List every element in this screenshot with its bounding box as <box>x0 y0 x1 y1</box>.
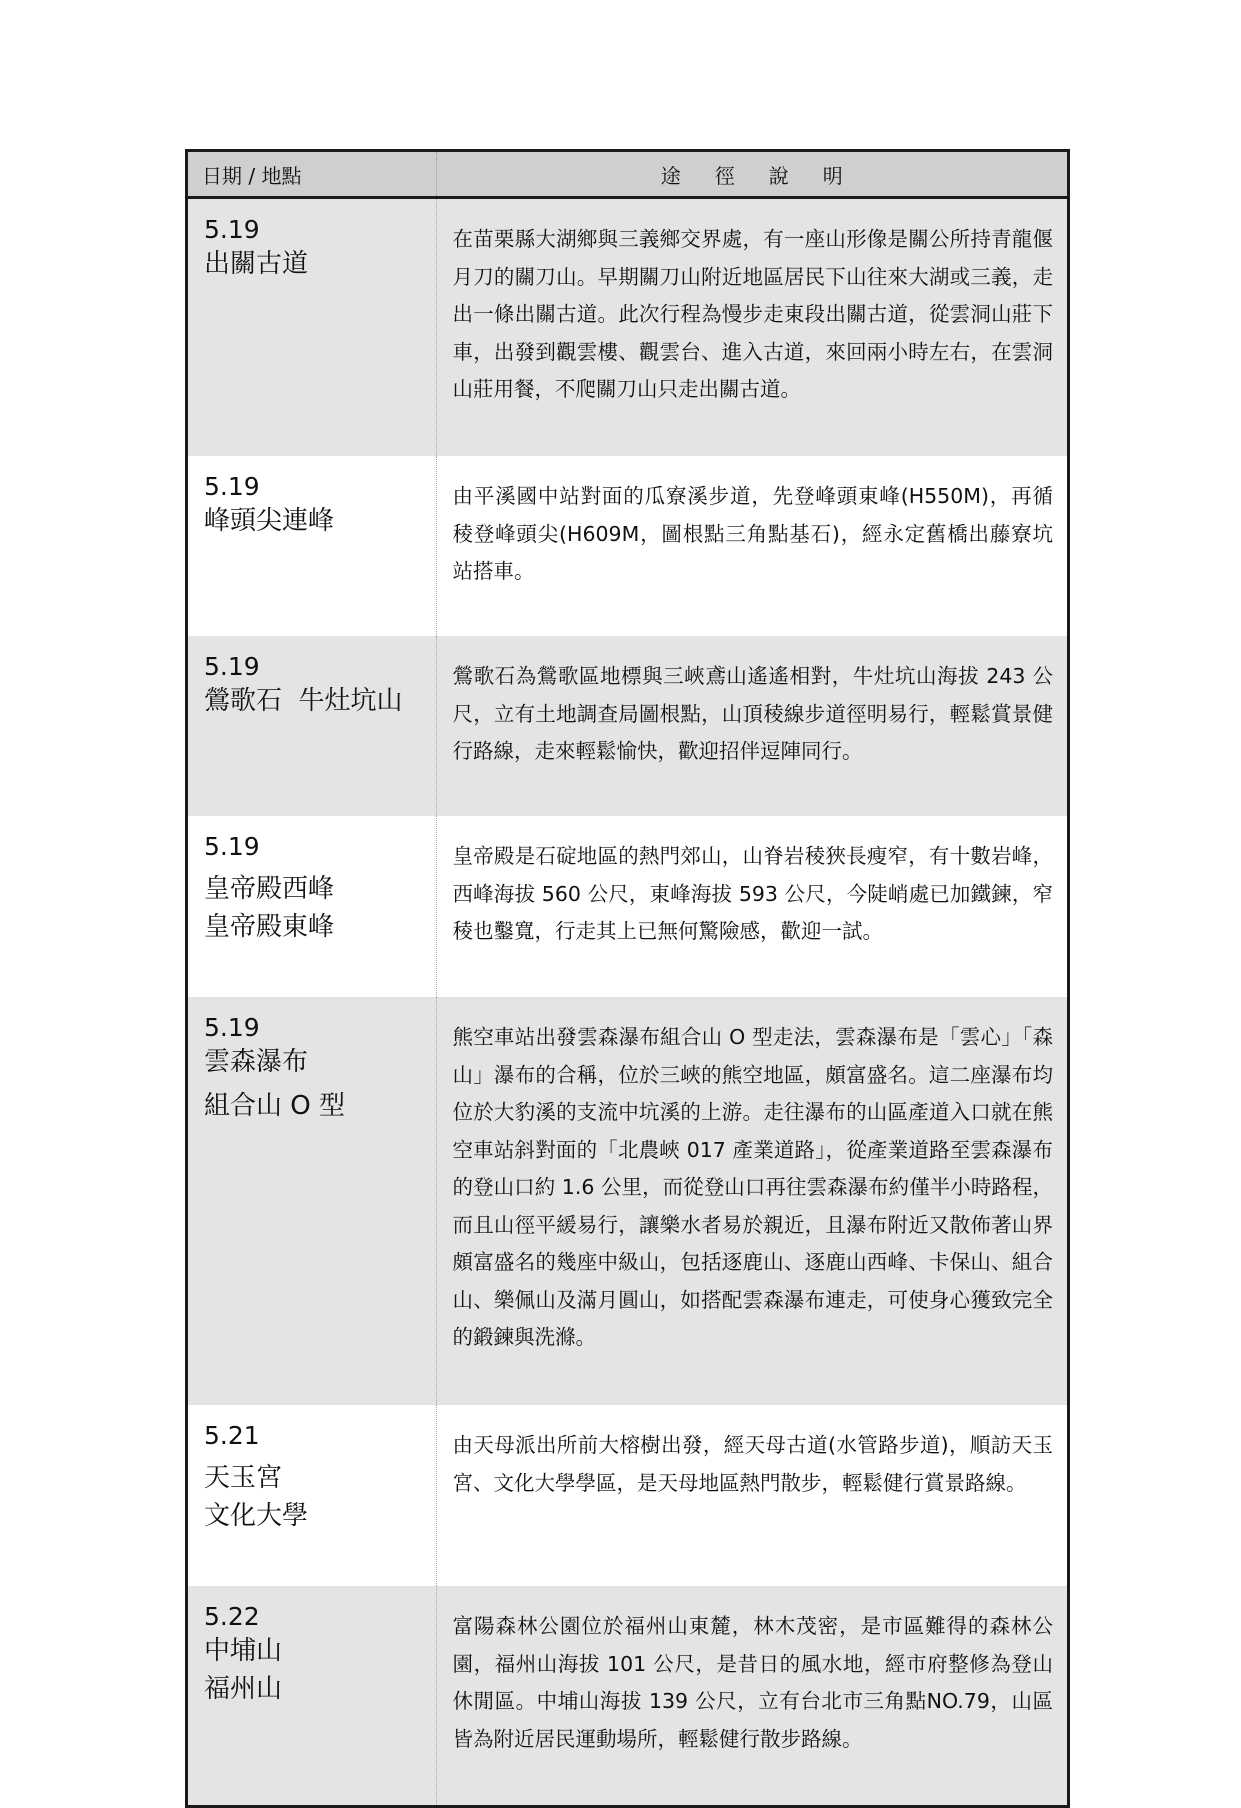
route-description: 富陽森林公園位於福州山東麓，林木茂密，是市區難得的森林公園，福州山海拔 101 公尺，是昔日的風水地，經市府整修為登山休閒區。中埔山海拔 139 公尺，立有台北市三角點NO.79，山區皆為附近居民運動場所，輕鬆健行散步路線。 <box>436 1586 1067 1805</box>
header-route-description: 途徑說明 <box>436 152 1067 198</box>
trip-place: 中埔山 <box>204 1636 283 1666</box>
trip-date: 5.21 <box>204 1421 260 1450</box>
hiking-schedule-table <box>185 149 1070 1808</box>
date-location-cell <box>188 456 436 636</box>
trip-place: 出關古道 <box>204 249 309 279</box>
trip-date: 5.19 <box>204 472 260 501</box>
trip-place: 雲森瀑布 <box>204 1047 309 1077</box>
trip-place: 皇帝殿東峰 <box>204 912 335 942</box>
table-row <box>188 456 1067 636</box>
table-row <box>188 636 1067 816</box>
trip-date: 5.22 <box>204 1602 260 1631</box>
route-description: 皇帝殿是石碇地區的熱門郊山，山脊岩稜狹長瘦窄，有十數岩峰，西峰海拔 560 公尺，東峰海拔 593 公尺，今陡峭處已加鐵鍊，窄稜也鑿寬，行走其上已無何驚險感，歡迎一試。 <box>436 816 1067 997</box>
route-description: 由平溪國中站對面的瓜寮溪步道，先登峰頭東峰(H550M)，再循稜登峰頭尖(H609M，圖根點三角點基石)，經永定舊橋出藤寮坑站搭車。 <box>436 456 1067 636</box>
date-location-cell <box>188 1405 436 1586</box>
route-description: 熊空車站出發雲森瀑布組合山 O 型走法，雲森瀑布是「雲心」「森山」瀑布的合稱，位於三峽的熊空地區，頗富盛名。這二座瀑布均位於大豹溪的支流中坑溪的上游。走往瀑布的山區產道入口就在熊空車站斜對面的「北農峽 017 產業道路」，從產業道路至雲森瀑布的登山口約 1.6 公里，而從登山口再往雲森瀑布約僅半小時路程，而且山徑平緩易行，讓樂水者易於親近，且瀑布附近又散佈著山界頗富盛名的幾座中級山，包括逐鹿山、逐鹿山西峰、卡保山、組合山、樂佩山及滿月圓山，如搭配雲森瀑布連走，可使身心獲致完全的鍛鍊與洗滌。 <box>436 997 1067 1405</box>
trip-place: 文化大學 <box>204 1501 309 1531</box>
table-row <box>188 1586 1067 1805</box>
table-row <box>188 1405 1067 1586</box>
trip-date: 5.19 <box>204 652 260 681</box>
date-location-cell <box>188 816 436 997</box>
trip-place: 峰頭尖連峰 <box>204 506 335 536</box>
trip-place: 皇帝殿西峰 <box>204 874 335 904</box>
trip-date: 5.19 <box>204 215 260 244</box>
trip-place: 鶯歌石 牛灶坑山 <box>204 686 403 716</box>
date-location-cell <box>188 997 436 1405</box>
route-description: 在苗栗縣大湖鄉與三義鄉交界處，有一座山形像是關公所持青龍偃月刀的關刀山。早期關刀山附近地區居民下山往來大湖或三義，走出一條出關古道。此次行程為慢步走東段出關古道，從雲洞山莊下車，出發到觀雲樓、觀雲台、進入古道，來回兩小時左右，在雲洞山莊用餐，不爬關刀山只走出關古道。 <box>436 198 1067 457</box>
trip-place: 天玉宮 <box>204 1463 283 1493</box>
table-row <box>188 816 1067 997</box>
date-location-cell <box>188 1586 436 1805</box>
date-location-cell <box>188 636 436 816</box>
schedule-table <box>188 152 1067 1805</box>
header-date-location: 日期 / 地點 <box>188 152 436 198</box>
trip-date: 5.19 <box>204 1013 260 1042</box>
table-row <box>188 198 1067 457</box>
route-description: 由天母派出所前大榕樹出發，經天母古道(水管路步道)，順訪天玉宮、文化大學學區，是天母地區熱門散步，輕鬆健行賞景路線。 <box>436 1405 1067 1586</box>
trip-place: 組合山 O 型 <box>204 1091 345 1121</box>
table-row <box>188 997 1067 1405</box>
route-description: 鶯歌石為鶯歌區地標與三峽鳶山遙遙相對，牛灶坑山海拔 243 公尺，立有土地調查局圖根點，山頂稜線步道徑明易行，輕鬆賞景健行路線，走來輕鬆愉快，歡迎招伴逗陣同行。 <box>436 636 1067 816</box>
table-header-row <box>188 152 1067 198</box>
trip-place: 福州山 <box>204 1674 283 1704</box>
date-location-cell <box>188 198 436 457</box>
trip-date: 5.19 <box>204 832 260 861</box>
